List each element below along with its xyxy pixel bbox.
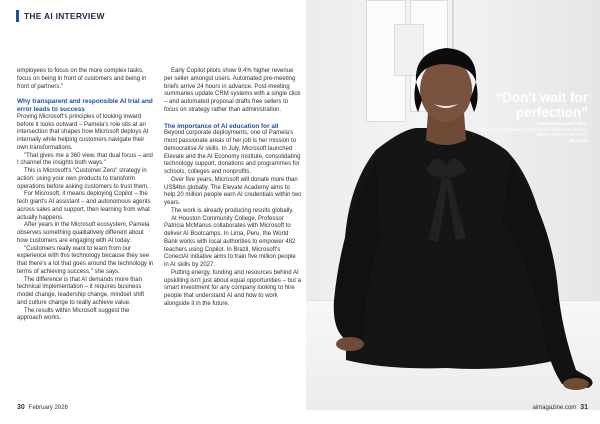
folio-right [533, 404, 588, 411]
paragraph: Beyond corporate deployments, one of Pamela's most passionate areas of her job is her mission to democratise AI skills. In July, Microsoft launched Elevate and the AI Economy Institute, consolidating technology support, donations and programmes for schools, colleges and nonprofits. [164, 130, 301, 176]
paragraph: Over five years, Microsoft will donate more than US$4bn globally. The Elevate Academy aims to help 20 million people earn AI credentials within two years. [164, 176, 302, 207]
issue-date: February 2026 [28, 405, 68, 411]
caption-role: Chief AI Transformation Officer for Microsoft Customer and Partner Solutions (MCAPS), [479, 127, 588, 138]
paragraph: At Houston Community College, Professor Patricia McManus collaborates with Microsoft to deliver AI Bootcamps. In Lima, Peru, the World Bank works with local authorities to empower 482 teachers using Copilot. In Brazil, Microsoft's ConectAI initiative aims to train five million people in AI skills by 2027. [164, 215, 296, 269]
paragraph: "That gives me a 360 view, that dual focus – and I channel the insights both ways." [17, 152, 153, 167]
paragraph: Early Copilot pilots show 9.4% higher revenue per seller amongst users. Automated pre-meeting briefs arrive 24 hours in advance. Post-meeting summaries update CRM systems with a single click – and automated proposal drafts free sellers to focus on strategy rather than administration. [164, 68, 301, 113]
paragraph: Putting energy, funding and resources behind AI upskilling isn't just about equal opportunities – but a smart investment for any company looking to hire people that understand AI and how to work alongside it in the future. [164, 269, 301, 307]
paragraph: Proving Microsoft's principles of looking inward before it looks outward – Pamela's role sits at an intersection that shapes how Microsoft deploys AI internally while helping customers navigate their own transformations. [17, 113, 149, 151]
caption-org: Microsoft [569, 137, 588, 143]
section-marker [16, 10, 19, 22]
photo-caption [470, 122, 588, 143]
paragraph: "Customers really want to learn from our experience with this technology because they see that there's a lot that goes around the technology in terms of achieving success," she says. [17, 245, 154, 275]
portrait-photo [306, 0, 600, 410]
page-number-right: 31 [580, 404, 588, 411]
website: aimagazine.com [532, 405, 577, 411]
subheading: The importance of AI education for all [164, 122, 279, 130]
folio-left [17, 404, 68, 411]
person-illustration [306, 0, 600, 410]
paragraph: This is Microsoft's "Customer Zero" strategy in action: using your own products to transform operations before asking customers to trust them. [17, 168, 149, 190]
paragraph: employees to focus on the more complex tasks, focus on being in front of customers and being in front of partners." [17, 68, 147, 90]
paragraph: The work is already producing results globally. [171, 207, 294, 214]
section-title: THE AI INTERVIEW [24, 11, 105, 21]
paragraph: After years in the Microsoft ecosystem, Pamela observes something qualitatively different about how customers are engaging with AI today. [17, 222, 150, 244]
text-column-right [164, 68, 302, 309]
pull-quote: “Don't wait for perfection” [495, 90, 588, 120]
subheading: Why transparent and responsible AI trial and error leads to success [17, 98, 153, 114]
page-number-left: 30 [17, 404, 25, 411]
text-column-left [17, 68, 155, 323]
paragraph: The difference is that AI demands more than technical implementation – it requires business model change, leadership change, mindset shift and culture change to really achieve value. [17, 276, 145, 306]
paragraph: The results within Microsoft suggest the approach works. [17, 307, 130, 322]
caption-name: Pamela Maynard OBE, [537, 122, 588, 127]
paragraph: For Microsoft, it means deploying Copilot – the tech giant's AI assistant – and autonomous agents across sales and support, then learning from what actually happens. [17, 191, 151, 221]
